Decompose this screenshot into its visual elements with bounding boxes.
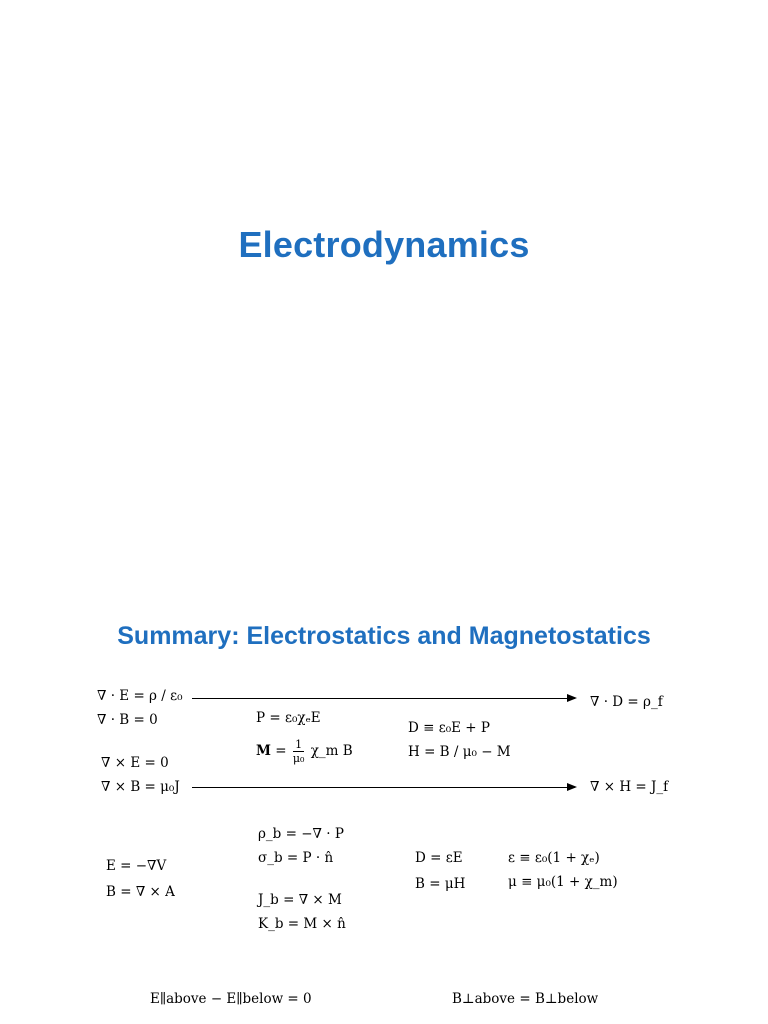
equation-h-def bbox=[408, 746, 511, 760]
fraction-numerator: 1 bbox=[293, 738, 305, 752]
equation-curl-h-text: ∇ × H = J_f bbox=[590, 779, 669, 795]
equation-curl-e-text: ∇ × E = 0 bbox=[101, 755, 169, 771]
equation-p-def bbox=[256, 712, 321, 726]
slide-title: Electrodynamics bbox=[238, 224, 530, 265]
equation-d-def bbox=[408, 722, 490, 736]
equation-div-d bbox=[590, 696, 663, 710]
equation-div-e-text: ∇ · E = ρ / ε₀ bbox=[97, 688, 183, 704]
equation-e-potential-text: E = −∇V bbox=[106, 858, 167, 874]
equation-div-e bbox=[97, 690, 183, 704]
equation-d-def-text: D ≡ ε₀E + P bbox=[408, 720, 490, 736]
equation-b-boundary bbox=[452, 993, 598, 1007]
equation-div-d-text: ∇ · D = ρ_f bbox=[590, 694, 663, 710]
equation-sigma-b-text: σ_b = P · n̂ bbox=[258, 850, 334, 866]
equation-b-linear-text: B = μH bbox=[415, 876, 466, 892]
fraction-denominator: μ₀ bbox=[292, 752, 305, 765]
equation-curl-b bbox=[101, 781, 180, 795]
equation-epsilon-def bbox=[508, 852, 600, 866]
equation-div-b bbox=[97, 714, 158, 728]
equation-curl-h bbox=[590, 781, 668, 795]
equation-k-b bbox=[258, 918, 346, 932]
equation-curl-b-text: ∇ × B = μ₀J bbox=[101, 779, 180, 795]
equation-m-def-tail: χ_m B bbox=[310, 743, 353, 759]
equation-h-def-text: H = B / μ₀ − M bbox=[408, 744, 511, 760]
equation-div-b-text: ∇ · B = 0 bbox=[97, 712, 158, 728]
section-title: Summary: Electrostatics and Magnetostatics bbox=[117, 622, 651, 650]
fraction-one-over-mu0 bbox=[293, 738, 305, 765]
equation-sigma-b bbox=[258, 852, 333, 866]
equation-mu-def bbox=[508, 876, 618, 890]
equation-curl-e bbox=[101, 757, 169, 771]
arrow-lower bbox=[192, 787, 575, 788]
equation-rho-b-text: ρ_b = −∇ · P bbox=[258, 826, 344, 842]
equation-e-boundary bbox=[150, 993, 312, 1007]
equation-b-potential bbox=[106, 886, 175, 900]
equation-b-potential-text: B = ∇ × A bbox=[106, 884, 175, 900]
equation-rho-b bbox=[258, 828, 344, 842]
equation-epsilon-def-text: ε ≡ ε₀(1 + χₑ) bbox=[508, 850, 600, 866]
equation-d-linear-text: D = εE bbox=[415, 850, 463, 866]
equation-b-linear bbox=[415, 878, 465, 892]
equation-j-b bbox=[258, 894, 342, 908]
equation-b-boundary-text: B⊥above = B⊥below bbox=[452, 991, 599, 1007]
equation-j-b-text: J_b = ∇ × M bbox=[258, 892, 342, 908]
equation-p-def-text: P = ε₀χₑE bbox=[256, 710, 321, 726]
equation-e-boundary-text: E∥above − E∥below = 0 bbox=[150, 991, 312, 1007]
equation-d-linear bbox=[415, 852, 463, 866]
equation-mu-def-text: μ ≡ μ₀(1 + χ_m) bbox=[508, 874, 618, 890]
equation-m-def: M = $\frac{1}{\text{μ₀}}$ χ_m B bbox=[256, 738, 353, 765]
equation-e-potential bbox=[106, 860, 166, 874]
arrow-upper bbox=[192, 698, 575, 699]
equation-k-b-text: K_b = M × n̂ bbox=[258, 916, 346, 932]
